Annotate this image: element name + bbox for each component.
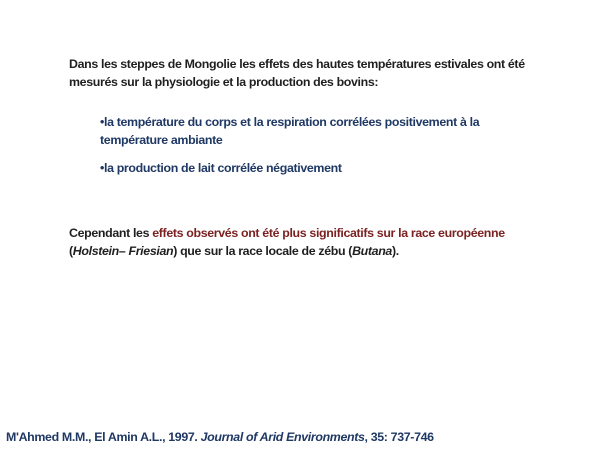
- bullet-item-milk: •la production de lait corrélée négativement: [100, 161, 342, 175]
- bullet-list: [100, 113, 540, 177]
- intro-paragraph: Dans les steppes de Mongolie les effets des hautes températures estivales ont été mesurés sur la physiologie et la production des bovins:: [69, 57, 525, 89]
- bullet-item-temperature: •la température du corps et la respiration corrélées positivement à la température ambiante: [100, 115, 480, 147]
- reference-details: , 35: 737-746: [364, 430, 434, 444]
- reference-citation: [6, 429, 596, 445]
- reference-journal: Journal of Arid Environments: [200, 430, 365, 444]
- conclusion-text-middle: ) que sur la race locale de zébu (: [173, 244, 353, 258]
- conclusion-text-open: (: [69, 244, 73, 258]
- breed-european: Holstein– Friesian: [72, 244, 174, 258]
- conclusion-highlight: effets observés ont été plus significatifs sur la race européenne: [152, 226, 505, 240]
- breed-local: Butana: [352, 244, 392, 258]
- conclusion-paragraph: [69, 224, 539, 260]
- conclusion-text-start: Cependant les: [69, 226, 153, 240]
- reference-authors: M'Ahmed M.M., El Amin A.L., 1997.: [6, 430, 201, 444]
- conclusion-text-end: ).: [391, 244, 399, 258]
